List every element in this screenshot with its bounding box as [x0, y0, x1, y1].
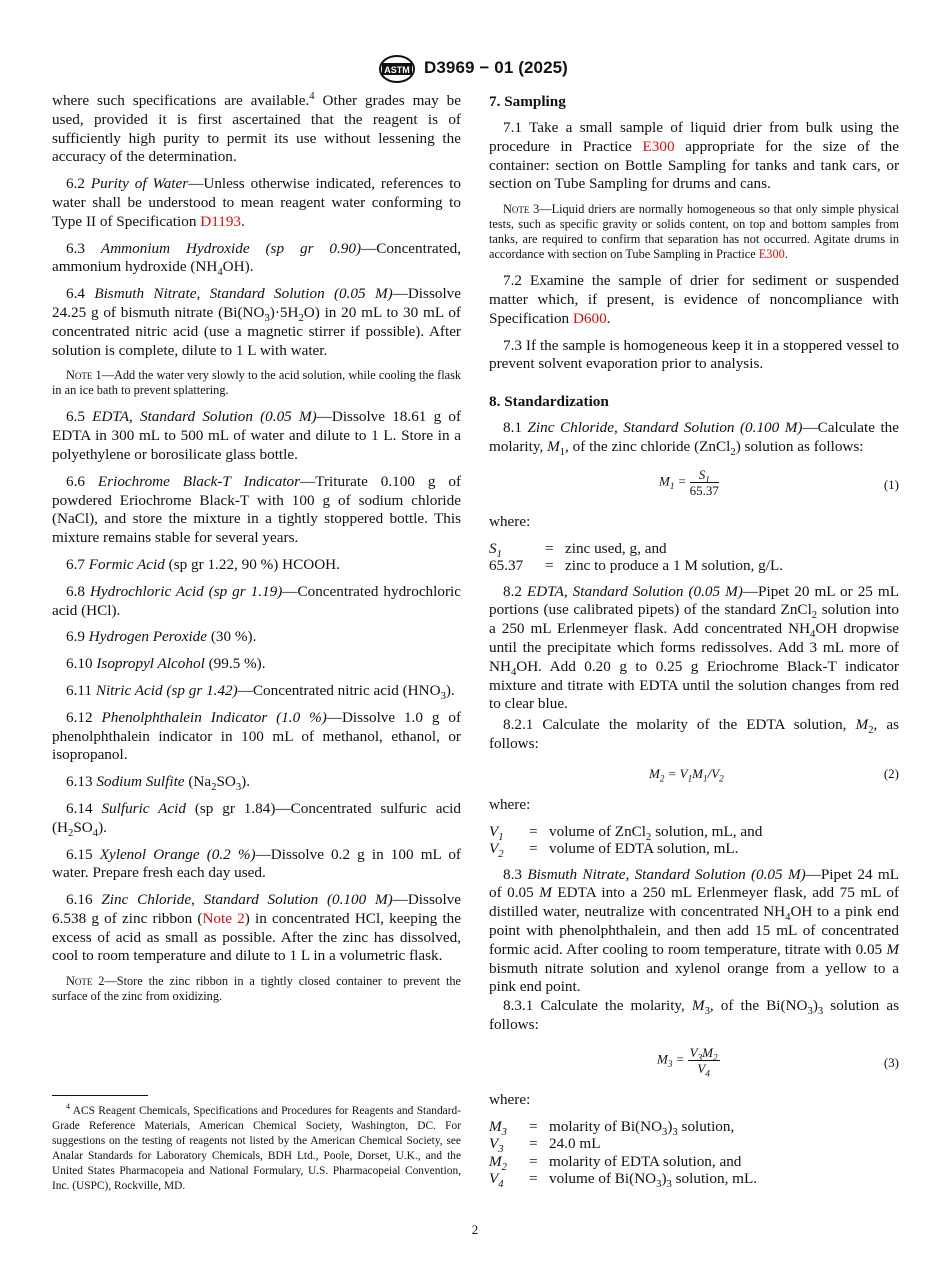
where-label-3: where: [489, 1090, 531, 1108]
paragraph-6-15: 6.15 Xylenol Orange (0.2 %)—Dissolve 0.2 g in 100 mL of water. Prepare fresh each day used. [52, 845, 461, 882]
paragraph-7-1: 7.1 Take a small sample of liquid drier from bulk using the procedure in Practice E300 appropriate for the size of the container: section on Bottle Sampling for tanks and tank cars, or section on Tube Sampling for drums and cans. [489, 119, 900, 193]
paragraph-8-2-1: 8.2.1 Calculate the molarity of the EDTA solution, $M_2$, as follows: [489, 716, 899, 752]
left-column [52, 92, 461, 1014]
page-number: 2 [471, 1222, 479, 1237]
where-label-2: where: [489, 795, 531, 813]
note-1: Note 1—Add the water very slowly to the acid solution, while cooling the flask in an ice bath to prevent splattering. [52, 368, 461, 398]
link-note-2[interactable]: Note 2 [202, 909, 245, 927]
section-7-heading: 7. Sampling [489, 93, 566, 110]
paragraph-6-8: 6.8 Hydrochloric Acid (sp gr 1.19)—Concentrated hydrochloric acid (HCl). [52, 582, 461, 619]
paragraph-6-16: 6.16 Zinc Chloride, Standard Solution (0.100 M)—Dissolve 6.538 g of zinc ribbon (Note 2) in concentrated HCl, keeping the excess of acid as small as possible. After the zinc has dissolved, cool to room temperature and dilute to 1 L in a volumetric flask. [52, 891, 461, 965]
footnote-4: $^4$ ACS Reagent Chemicals, Specifications and Procedures for Reagents and Standard-Grade Reference Materials, American Chemical Society, Washington, DC. For suggestions on the testing of reagents not listed by the American Chemical Society, see Analar Standards for Laboratory Chemicals, BDH Ltd., Poole, Dorset, U.K., and the United States Pharmacopeia and National Formulary, U.S. Pharmacopeial Convention, Inc. (USPC), Rockville, MD. [52, 1102, 461, 1192]
paragraph-6-2: 6.2 Purity of Water—Unless otherwise indicated, references to water shall be understood to mean reagent water conforming to Type II of Specification D1193. [52, 175, 462, 230]
svg-text:ASTM: ASTM [384, 65, 410, 75]
paragraph-6-1-continued: where such specifications are available.$^4$ Other grades may be used, provided it is first ascertained that the reagent is of sufficiently high purity to permit its use without lessening the accuracy of the determination. [52, 90, 462, 166]
paragraph-6-10: 6.10 Isopropyl Alcohol (99.5 %). [66, 655, 266, 673]
equation-1: $M_1$ = $\frac{S_1}{65.37}$ (1) [659, 466, 899, 498]
equation-3: $M_3$ = $\frac{V_3M_2}{V_4}$ (3) [657, 1044, 899, 1079]
paragraph-6-5: 6.5 EDTA, Standard Solution (0.05 M)—Dissolve 18.61 g of EDTA in 300 mL to 500 mL of water and dilute to 1 L. Store in a polyethylene or borosilicate glass bottle. [52, 408, 461, 463]
footnote-rule [52, 1095, 148, 1096]
paragraph-6-13: 6.13 Sodium Sulfite $(Na_2SO_3)$. [66, 773, 251, 794]
where-list-1: $S_1$ = zinc used, g, and 65.37 = zinc to produce a 1 M solution, g/L. [489, 539, 784, 575]
paragraph-8-3-1: 8.3.1 Calculate the molarity, $M_3$, of the $Bi(NO_3)_3$ solution as follows: [489, 997, 899, 1033]
where-list-2: $V_1$ = volume of ZnCl$_2$ solution, mL, and $V_2$ = volume of EDTA solution, mL. [489, 822, 763, 861]
link-d600[interactable]: D600 [572, 309, 607, 327]
note-2: Note 2—Store the zinc ribbon in a tightly closed container to prevent the surface of the zinc from oxidizing. [52, 974, 461, 1004]
paragraph-6-9: 6.9 Hydrogen Peroxide (30 %). [66, 628, 257, 646]
note-3: Note 3—Liquid driers are normally homogeneous so that only simple physical tests, such as specific gravity or solids content, on top and bottom samples from tanks, are required to confirm that separation has not occurred. Agitate drums in accordance with section on Tube Sampling in Practice E300. [489, 202, 899, 262]
paragraph-6-14: 6.14 Sulfuric Acid (sp gr 1.84)—Concentrated sulfuric acid $(H_2SO_4)$. [52, 799, 461, 839]
paragraph-8-3: 8.3 Bismuth Nitrate, Standard Solution (0.05 M)—Pipet 24 mL of 0.05 M EDTA into a 250 mL Erlenmeyer flask, add 75 mL of distilled water, neutralize with concentrated $NH_4OH$ to a pink end point with phenolphthalein, and then add 15 mL of concentrated formic acid. After cooling to room temperature, titrate with 0.05 M bismuth nitrate solution and xylenol orange from a yellow to a pink end point. [489, 865, 900, 996]
paragraph-8-1: 8.1 Zinc Chloride, Standard Solution (0.100 M)—Calculate the molarity, $M_1$, of the zinc chloride (ZnCl$_2$) solution as follows: [489, 419, 900, 458]
paragraph-7-2: 7.2 Examine the sample of drier for sediment or suspended matter which, if present, is evidence of noncompliance with Specification D600. [489, 272, 899, 327]
astm-logo-icon [378, 54, 416, 84]
where-label-1: where: [489, 512, 531, 530]
link-e300-note[interactable]: E300 [758, 247, 785, 262]
equation-3-number: (3) [883, 1054, 899, 1070]
paragraph-6-12: 6.12 Phenolphthalein Indicator (1.0 %)—Dissolve 1.0 g of phenolphthalein indicator in 100 mL of methanol, ethanol, or isopropanol. [52, 708, 461, 764]
paragraph-7-3: 7.3 If the sample is homogeneous keep it in a stoppered vessel to prevent solvent evaporation prior to analysis. [489, 336, 899, 373]
link-e300[interactable]: E300 [642, 137, 675, 155]
equation-1-number: (1) [883, 476, 899, 492]
where-list-3: $M_3$ = molarity of $Bi(NO_3)_3$ solution, $V_3$ = 24.0 mL $M_2$ = molarity of EDTA solution, and $V_4$ = volume of $Bi(NO_3)_3$ solution, mL. [489, 1117, 758, 1191]
document-id: D3969 − 01 (2025) [424, 58, 568, 77]
right-column [489, 92, 899, 1196]
paragraph-6-6: 6.6 Eriochrome Black-T Indicator—Triturate 0.100 g of powdered Eriochrome Black-T with 100 g of sodium chloride (NaCl), and store the mixture in a tightly stoppered bottle. This mixture remains stable for several years. [52, 472, 462, 547]
paragraph-6-7: 6.7 Formic Acid (sp gr 1.22, 90 %) HCOOH. [66, 555, 340, 573]
section-8-heading: 8. Standardization [489, 393, 609, 411]
paragraph-6-3: 6.3 Ammonium Hydroxide (sp gr 0.90)—Concentrated, ammonium hydroxide $(NH_4OH)$. [52, 239, 462, 279]
paragraph-6-4: 6.4 Bismuth Nitrate, Standard Solution (0.05 M)—Dissolve 24.25 g of bismuth nitrate $(Bi(NO_3)\cdot 5H_2O)$ in 20 mL to 30 mL of concentrated nitric acid (use a magnetic stirrer if possible). After solution is complete, dilute to 1 L with water. [52, 285, 461, 359]
paragraph-8-2: 8.2 EDTA, Standard Solution (0.05 M)—Pipet 20 mL or 25 mL portions (use calibrated pipets) of the standard ZnCl$_2$ solution into a 250 mL Erlenmeyer flask. Add concentrated $NH_4OH$ dropwise until the precipitate which forms redissolves. Add 3 mL more of $NH_4OH$. Add 0.20 g to 0.25 g Eriochrome Black-T indicator mixture and titrate with EDTA until the solution changes from red to clear blue. [489, 582, 899, 713]
link-d1193[interactable]: D1193 [200, 212, 242, 230]
equation-2: $M_2 = V_1M_1/V_2$ (2) [649, 765, 899, 784]
equation-2-number: (2) [883, 765, 899, 781]
page-header [0, 54, 950, 84]
paragraph-6-11: 6.11 Nitric Acid (sp gr 1.42)—Concentrated nitric acid $(HNO_3)$. [66, 681, 455, 702]
